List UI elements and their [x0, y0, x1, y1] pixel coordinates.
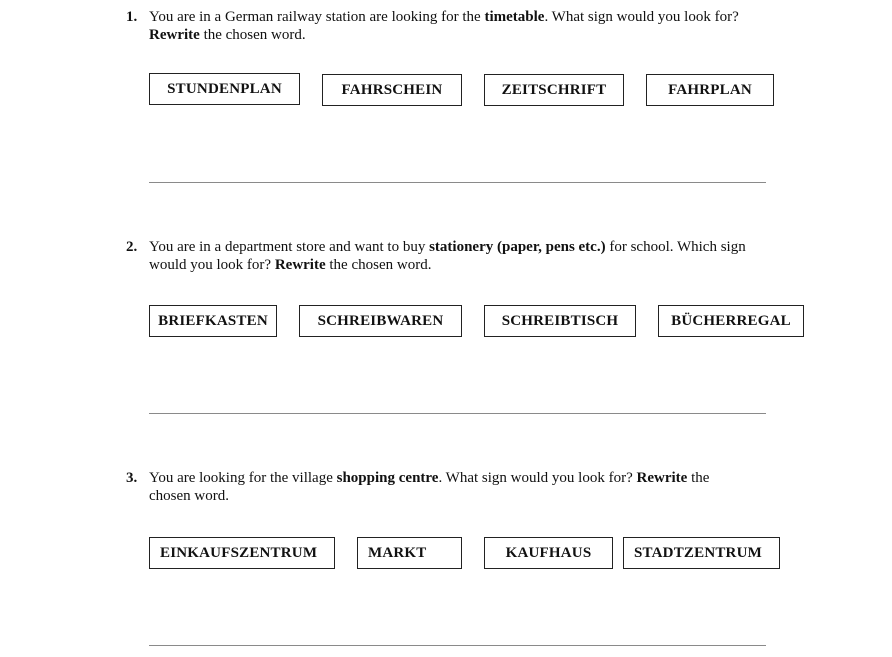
- option-briefkasten[interactable]: BRIEFKASTEN: [149, 305, 277, 337]
- question-text-part: You are in a German railway station are looking for the: [149, 9, 485, 25]
- option-schreibtisch[interactable]: SCHREIBTISCH: [484, 305, 636, 337]
- question-text-part: You are looking for the village: [149, 470, 337, 486]
- question-text-part: the: [687, 470, 710, 486]
- question-keyword: shopping centre: [336, 470, 439, 486]
- question-text: [149, 8, 789, 44]
- option-einkaufszentrum[interactable]: EINKAUFSZENTRUM: [149, 537, 335, 569]
- question-text-part: the chosen word.: [199, 27, 306, 43]
- option-buecherregal[interactable]: BÜCHERREGAL: [658, 305, 804, 337]
- answer-line-1[interactable]: [149, 182, 766, 183]
- question-text-part: for school. Which sign: [605, 239, 746, 255]
- option-markt[interactable]: MARKT: [357, 537, 462, 569]
- option-schreibwaren[interactable]: SCHREIBWAREN: [299, 305, 462, 337]
- rewrite-instruction: Rewrite: [149, 27, 200, 43]
- question-text-part: You are in a department store and want to buy: [149, 239, 430, 255]
- option-stadtzentrum[interactable]: STADTZENTRUM: [623, 537, 780, 569]
- question-text-part: . What sign would you look for?: [544, 9, 739, 25]
- answer-line-2[interactable]: [149, 413, 766, 414]
- option-kaufhaus[interactable]: KAUFHAUS: [484, 537, 613, 569]
- question-keyword: stationery (paper, pens etc.): [429, 239, 606, 255]
- option-zeitschrift[interactable]: ZEITSCHRIFT: [484, 74, 624, 106]
- question-text: [149, 469, 789, 505]
- rewrite-instruction: Rewrite: [636, 470, 688, 486]
- question-number: 1.: [126, 9, 138, 25]
- question-text-part: . What sign would you look for?: [438, 470, 637, 486]
- question-number: 3.: [126, 470, 138, 486]
- question-keyword: timetable: [484, 9, 545, 25]
- question-text-part: chosen word.: [149, 488, 229, 504]
- option-fahrschein[interactable]: FAHRSCHEIN: [322, 74, 462, 106]
- rewrite-instruction: Rewrite: [274, 257, 326, 273]
- question-text-part: would you look for?: [149, 257, 275, 273]
- question-text-part: the chosen word.: [325, 257, 432, 273]
- option-fahrplan[interactable]: FAHRPLAN: [646, 74, 774, 106]
- question-text: [149, 238, 789, 274]
- answer-line-3[interactable]: [149, 645, 766, 646]
- question-number: 2.: [126, 239, 138, 255]
- option-stundenplan[interactable]: STUNDENPLAN: [149, 73, 300, 105]
